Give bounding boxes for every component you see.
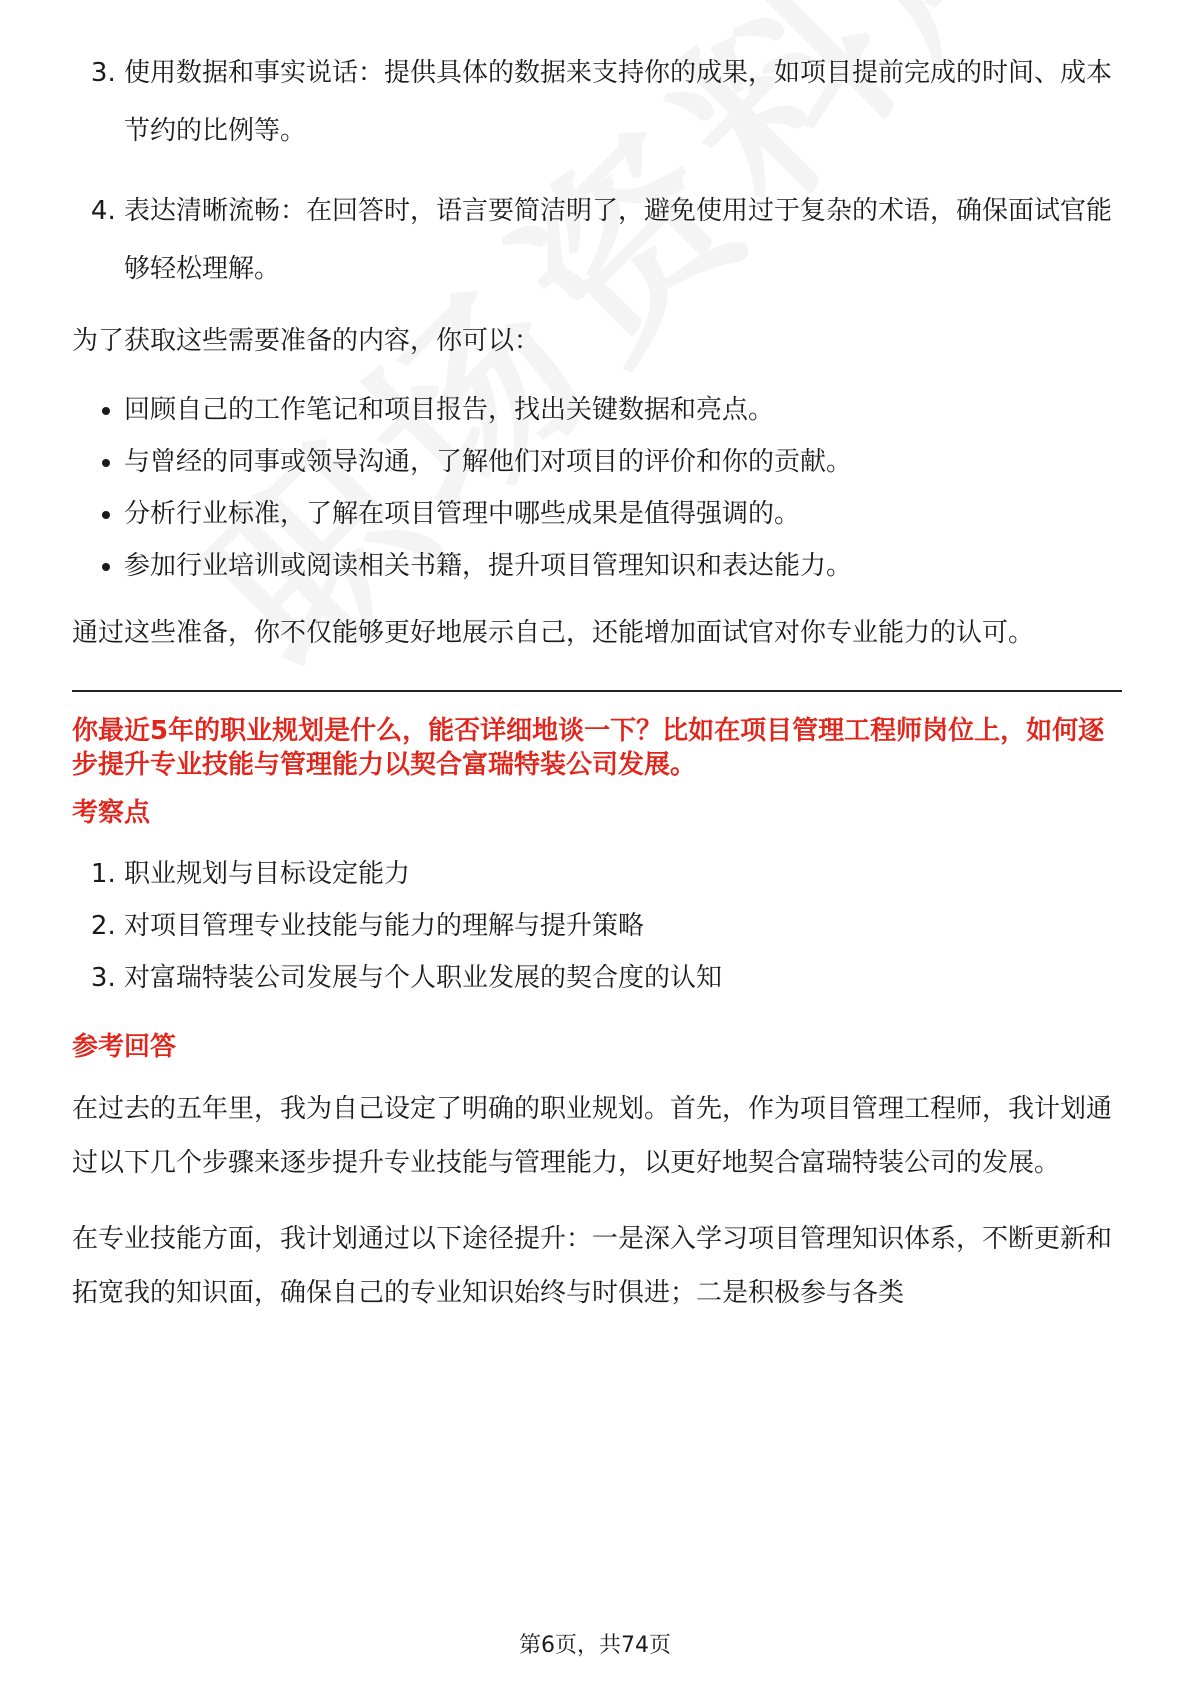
page-footer: 第6页，共74页 — [519, 1633, 671, 1658]
prep-bullets — [72, 384, 1122, 592]
interview-question: 你最近5年的职业规划是什么，能否详细地谈一下？比如在项目管理工程师岗位上，如何逐步提升专业技能与管理能力以契合富瑞特装公司发展。 — [72, 716, 1105, 780]
prep-intro: 为了获取这些需要准备的内容，你可以： — [72, 326, 541, 356]
list-item: 1. 职业规划与目标设定能力 — [124, 848, 1122, 900]
key-points-list — [72, 848, 1122, 1004]
answer-heading: 参考回答 — [72, 1032, 177, 1062]
list-item: 4. 表达清晰流畅：在回答时，语言要简洁明了，避免使用过于复杂的术语，确保面试官能够轻松理解。 — [124, 182, 1122, 298]
list-item: • 参加行业培训或阅读相关书籍，提升项目管理知识和表达能力。 — [124, 540, 1122, 592]
answer-paragraph: 在专业技能方面，我计划通过以下途径提升：一是深入学习项目管理知识体系，不断更新和拓宽我的知识面，确保自己的专业知识始终与时俱进；二是积极参与各类 — [72, 1224, 1113, 1308]
page-content — [72, 44, 1122, 1320]
section-divider — [72, 690, 1122, 692]
prep-conclusion: 通过这些准备，你不仅能够更好地展示自己，还能增加面试官对你专业能力的认可。 — [72, 618, 1035, 648]
key-points-heading: 考察点 — [72, 798, 151, 828]
list-item: 3. 使用数据和事实说话：提供具体的数据来支持你的成果，如项目提前完成的时间、成本节约的比例等。 — [124, 44, 1122, 160]
list-item: • 分析行业标准，了解在项目管理中哪些成果是值得强调的。 — [124, 488, 1122, 540]
tips-list — [72, 44, 1122, 298]
answer-paragraph: 在过去的五年里，我为自己设定了明确的职业规划。首先，作为项目管理工程师，我计划通过以下几个步骤来逐步提升专业技能与管理能力，以更好地契合富瑞特装公司的发展。 — [72, 1094, 1113, 1178]
list-item: 3. 对富瑞特装公司发展与个人职业发展的契合度的认知 — [124, 952, 1122, 1004]
list-item: • 与曾经的同事或领导沟通，了解他们对项目的评价和你的贡献。 — [124, 436, 1122, 488]
list-item: • 回顾自己的工作笔记和项目报告，找出关键数据和亮点。 — [124, 384, 1122, 436]
list-item: 2. 对项目管理专业技能与能力的理解与提升策略 — [124, 900, 1122, 952]
